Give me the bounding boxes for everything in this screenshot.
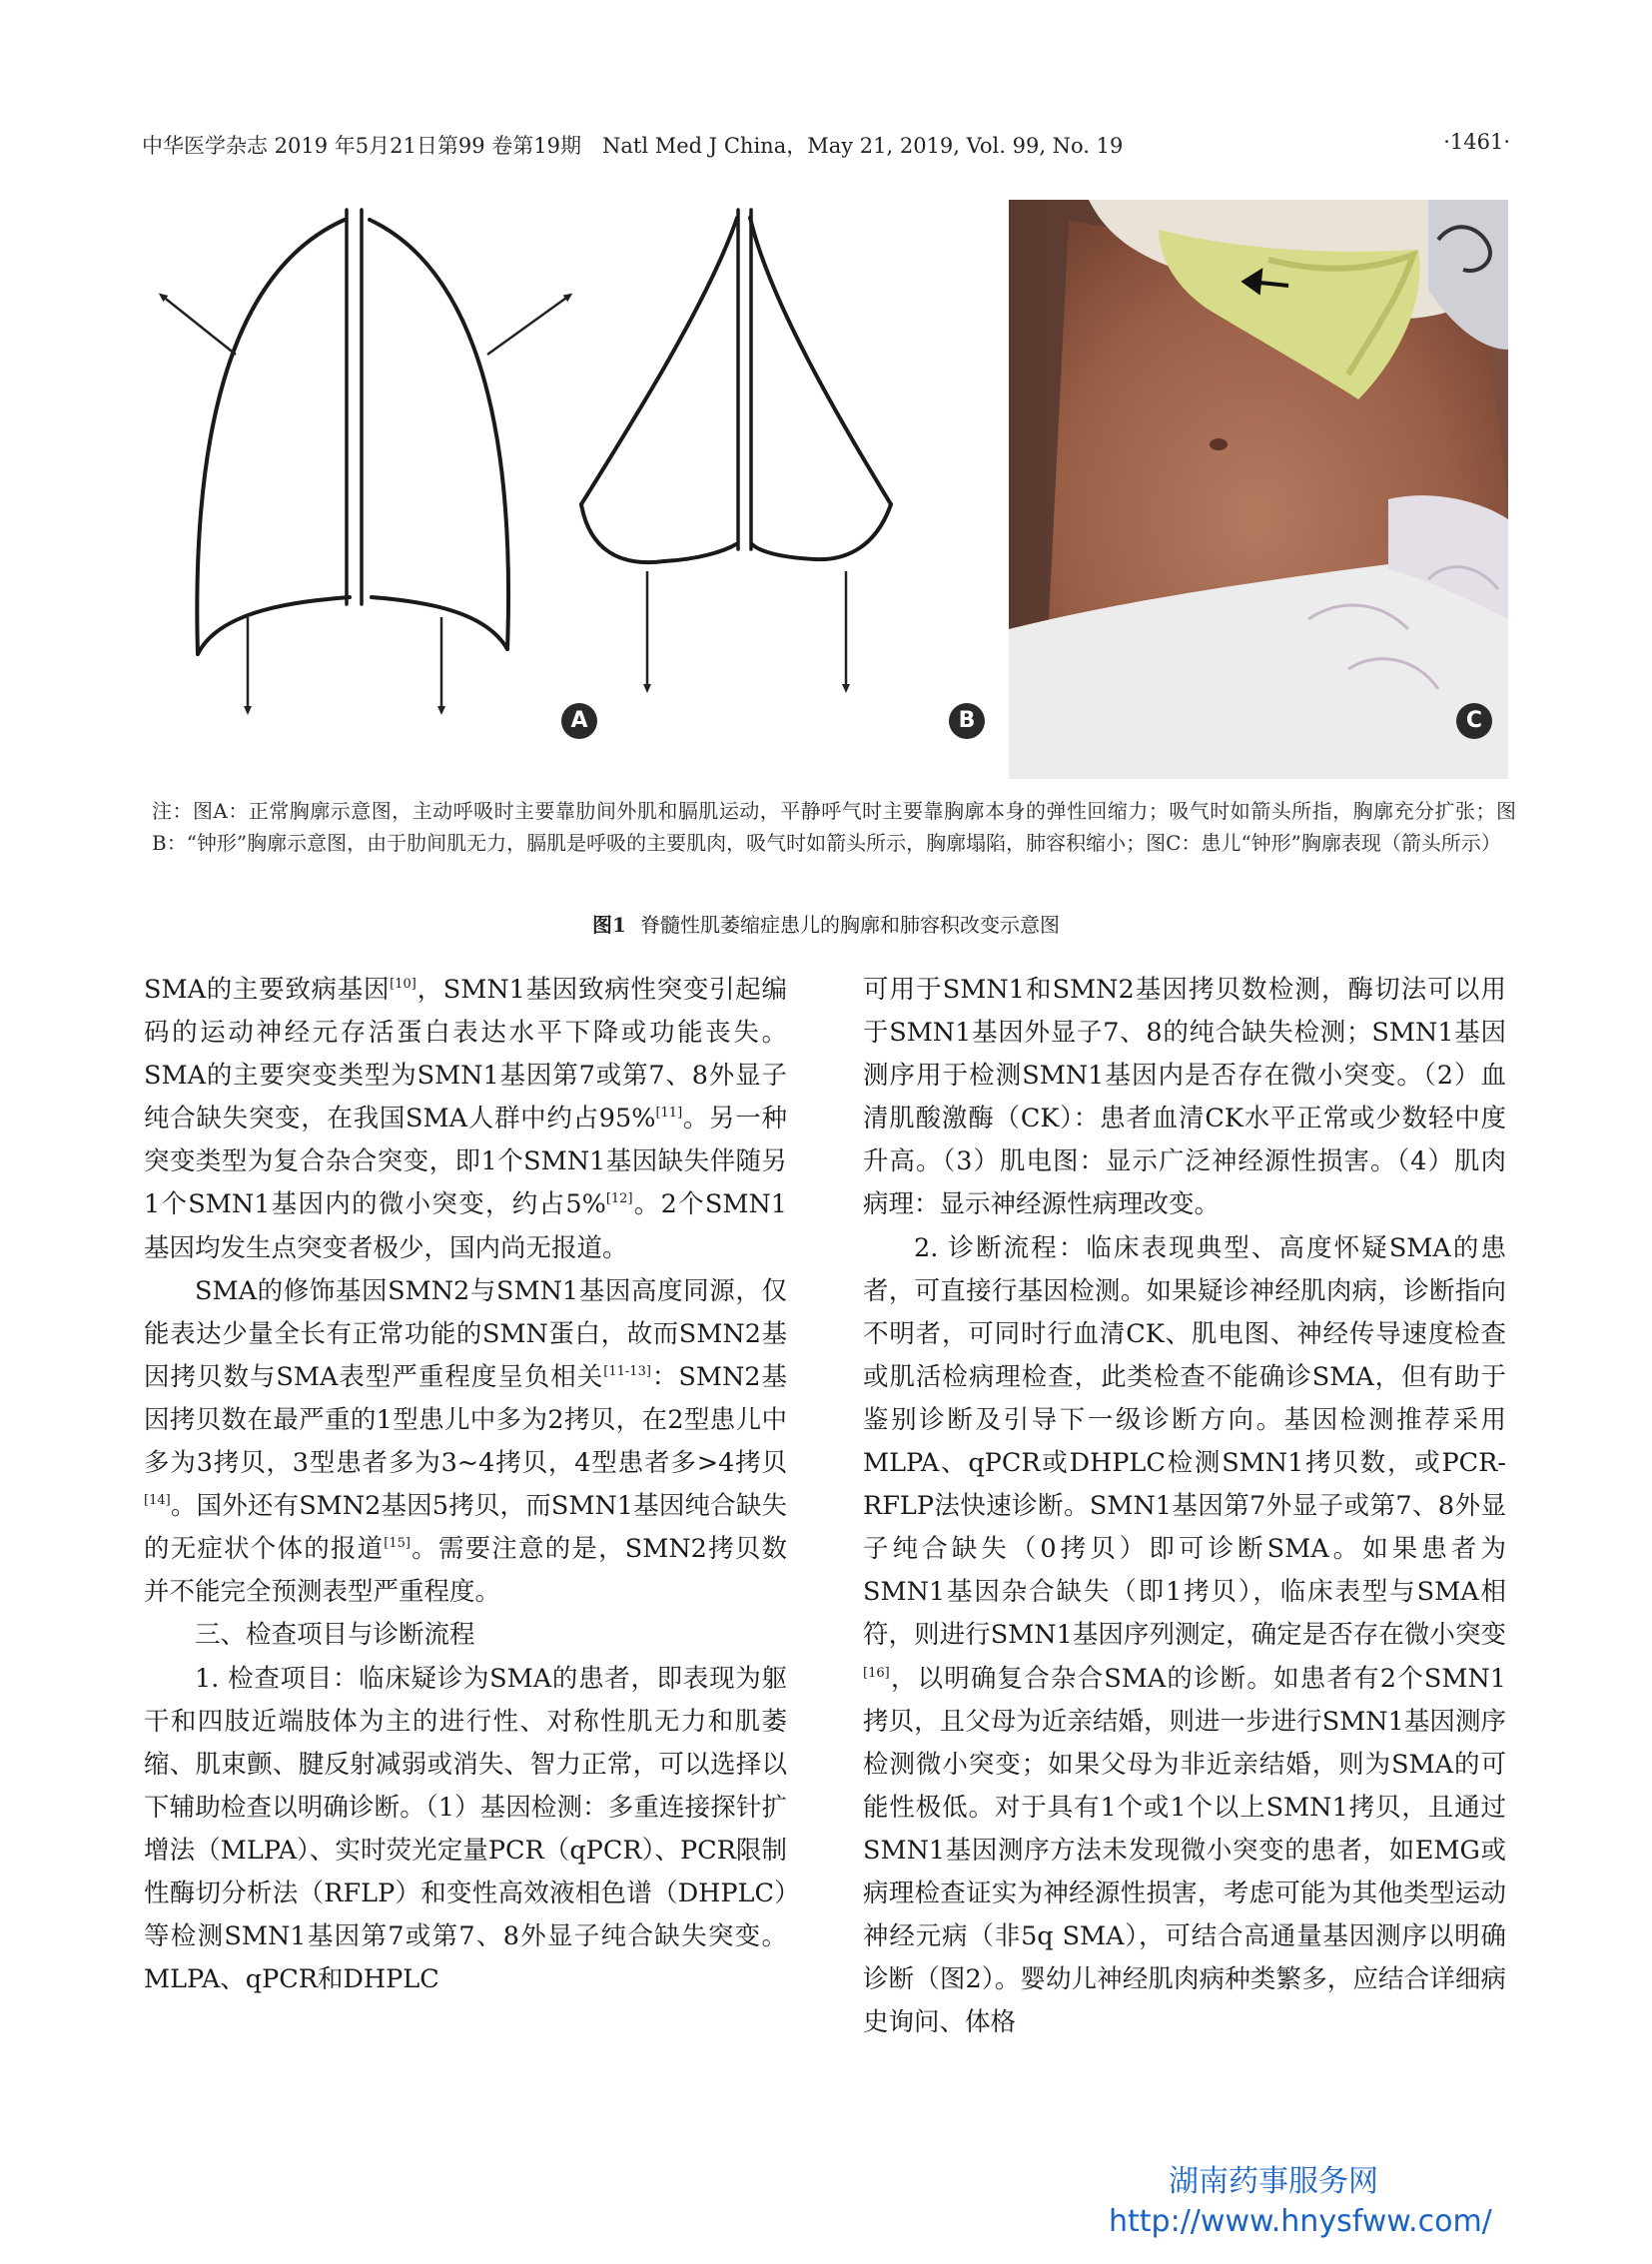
patient-photo-illustration: [1009, 200, 1508, 779]
citation: [12]: [605, 1191, 633, 1207]
watermark: [1109, 2162, 1508, 2242]
diagram-b-arrows: [647, 571, 846, 689]
journal-citation: 中华医学杂志 2019 年5月21日第99 卷第19期 Natl Med J China，May 21, 2019, Vol. 99, No. 19: [142, 134, 1124, 158]
citation: [15]: [384, 1536, 411, 1552]
citation: [11-13]: [603, 1363, 651, 1379]
running-header: [142, 130, 1510, 166]
paragraph: SMA的主要致病基因[10]，SMN1基因致病性突变引起编码的运动神经元存活蛋白表达水平下降或功能丧失。SMA的主要突变类型为SMN1基因第7或第7、8外显子纯合缺失突变，在我国SMA人群中约占95%[11]。另一种突变类型为复合杂合突变，即1个SMN1基因缺失伴随另1个SMN1基因内的微小突变，约占5%[12]。2个SMN1基因均发生点突变者极少，国内尚无报道。: [144, 975, 788, 1263]
figure-number: 图1: [592, 913, 626, 937]
diagram-a-normal-thorax: [197, 210, 508, 654]
body-column-left: [144, 969, 787, 2001]
section-heading: 三、检查项目与诊断流程: [195, 1620, 475, 1651]
citation: [16]: [863, 1665, 890, 1681]
paragraph: 1. 检查项目：临床疑诊为SMA的患者，即表现为躯干和四肢近端肢体为主的进行性、对称性肌无力和肌萎缩、肌束颤、腱反射减弱或消失、智力正常，可以选择以下辅助检查以明确诊断。（1）基因检测：多重连接探针扩增法（MLPA）、实时荧光定量PCR（qPCR）、PCR限制性酶切分析法（RFLP）和变性高效液相色谱（DHPLC）等检测SMN1基因第7或第7、8外显子纯合缺失突变。MLPA、qPCR和DHPLC: [144, 1663, 787, 1995]
body-column-right: [863, 969, 1506, 2044]
watermark-site-name: 湖南药事服务网: [1169, 2164, 1378, 2199]
thorax-diagrams: [150, 200, 1009, 779]
figure-title-text: 脊髓性肌萎缩症患儿的胸廓和肺容积改变示意图: [639, 913, 1060, 937]
paragraph: 可用于SMN1和SMN2基因拷贝数检测，酶切法可以用于SMN1基因外显子7、8的纯合缺失检测；SMN1基因测序用于检测SMN1基因内是否存在微小突变。（2）血清肌酸激酶（CK）：患者血清CK水平正常或少数轻中度升高。（3）肌电图：显示广泛神经源性损害。（4）肌肉病理：显示神经源性病理改变。: [863, 975, 1506, 1220]
figure-title: [0, 909, 1652, 938]
diagram-b-bell-thorax: [581, 210, 891, 562]
panel-label-b: B: [949, 703, 985, 739]
paragraph: SMA的修饰基因SMN2与SMN1基因高度同源，仅能表达少量全长有正常功能的SMN蛋白，故而SMN2基因拷贝数与SMA表型严重程度呈负相关[11-13]：SMN2基因拷贝数在最严重的1型患儿中多为2拷贝，在2型患儿中多为3拷贝，3型患者多为3~4拷贝，4型患者多>4拷贝[14]。国外还有SMN2基因5拷贝，而SMN1基因纯合缺失的无症状个体的报道[15]。需要注意的是，SMN2拷贝数并不能完全预测表型严重程度。: [144, 1275, 787, 1608]
figure-1: [150, 200, 1508, 779]
citation: [11]: [655, 1106, 683, 1122]
paragraph: 2. 诊断流程：临床表现典型、高度怀疑SMA的患者，可直接行基因检测。如果疑诊神经肌肉病，诊断指向不明者，可同时行血清CK、肌电图、神经传导速度检查或肌活检病理检查，此类检查不能确诊SMA，但有助于鉴别诊断及引导下一级诊断方向。基因检测推荐采用MLPA、qPCR或DHPLC检测SMN1拷贝数，或PCR-RFLP法快速诊断。SMN1基因第7外显子或第7、8外显子纯合缺失（0拷贝）即可诊断SMA。如果患者为SMN1基因杂合缺失（即1拷贝），临床表型与SMA相符，则进行SMN1基因序列测定，确定是否存在微小突变[16]，以明确复合杂合SMA的诊断。如患者有2个SMN1拷贝，且父母为近亲结婚，则进一步进行SMN1基因测序检测微小突变；如果父母为非近亲结婚，则为SMA的可能性极低。对于具有1个或1个以上SMN1拷贝，且通过SMN1基因测序方法未发现微小突变的患者，如EMG或病理检查证实为神经源性损害，考虑可能为其他类型运动神经元病（非5q SMA），可结合高通量基因测序以明确诊断（图2）。婴幼儿神经肌肉病种类繁多，应结合详细病史询问、体格: [863, 1232, 1506, 2038]
panel-label-a: A: [561, 703, 597, 739]
figure-note: 注：图A：正常胸廓示意图，主动呼吸时主要靠肋间外肌和膈肌运动，平静呼气时主要靠胸廓本身的弹性回缩力；吸气时如箭头所指，胸廓充分扩张；图B：“钟形”胸廓示意图，由于肋间肌无力，膈肌是呼吸的主要肌肉，吸气时如箭头所示，胸廓塌陷，肺容积缩小；图C：患儿“钟形”胸廓表现（箭头所示）: [152, 799, 1516, 855]
watermark-url: http://www.hnysfww.com/: [1109, 2204, 1492, 2239]
citation: [10]: [390, 977, 416, 992]
citation: [14]: [144, 1493, 171, 1509]
panel-label-c: C: [1456, 703, 1492, 739]
patient-photo: [1009, 200, 1508, 779]
page-number: ·1461·: [1443, 130, 1510, 154]
